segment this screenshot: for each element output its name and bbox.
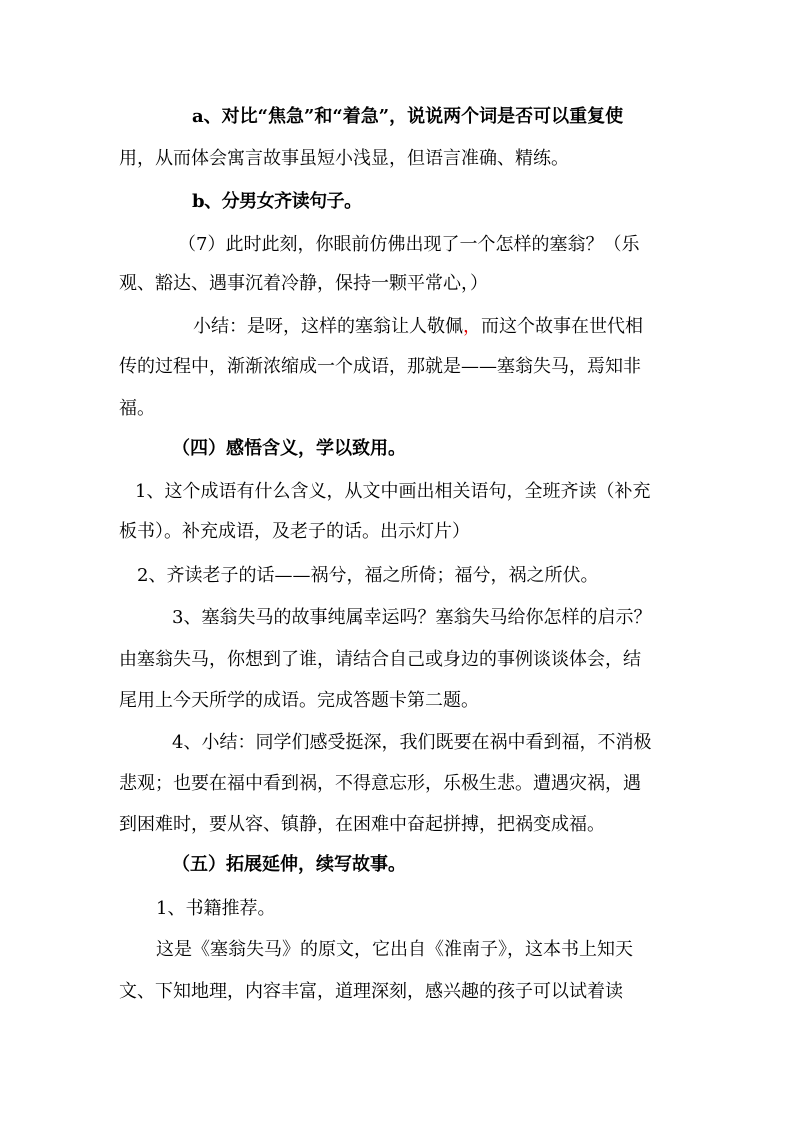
text-line: 悲观；也要在福中看到祸，不得意忘形，乐极生悲。遭遇灾祸，遇 — [119, 773, 641, 794]
text-line: 福。 — [119, 398, 155, 419]
text-line: （7）此时此刻，你眼前仿佛出现了一个怎样的塞翁？（乐 — [178, 234, 640, 255]
text-segment: 小结：是呀，这样的塞翁让人敬佩 — [193, 316, 463, 337]
red-comma: ， — [463, 316, 481, 337]
text-line: 观、豁达、遇事沉着冷静，保持一颗平常心，） — [119, 273, 488, 294]
text-line: 由塞翁失马，你想到了谁，请结合自己或身边的事例谈谈体会，结 — [119, 649, 641, 670]
text-line: 4、小结：同学们感受挺深，我们既要在祸中看到福，不消极 — [172, 732, 652, 753]
text-line: 尾用上今天所学的成语。完成答题卡第二题。 — [119, 690, 479, 711]
text-line: 板书）。补充成语，及老子的话。出示灯片） — [119, 521, 470, 542]
text-line: 2、齐读老子的话——祸兮，福之所倚；福兮，祸之所伏。 — [137, 565, 599, 586]
text-line: 到困难时，要从容、镇静，在困难中奋起拼搏，把祸变成福。 — [119, 814, 605, 835]
section-heading: （五）拓展延伸，续写故事。 — [172, 854, 406, 875]
text-line: 用，从而体会寓言故事虽短小浅显，但语言准确、精练。 — [119, 148, 569, 169]
text-line: 1、这个成语有什么含义，从文中画出相关语句，全班齐读（补充 — [135, 481, 651, 502]
text-line: 这是《塞翁失马》的原文，它出自《淮南子》，这本书上知天 — [156, 939, 633, 960]
text-line: b、分男女齐读句子。 — [192, 191, 362, 212]
text-line: 1、书籍推荐。 — [156, 898, 276, 919]
text-line: a、对比“焦急”和“着急”，说说两个词是否可以重复使 — [192, 106, 624, 127]
text-line: 文、下知地理，内容丰富，道理深刻，感兴趣的孩子可以试着读 — [119, 981, 623, 1002]
text-line-summary — [193, 315, 673, 339]
text-segment: 而这个故事在世代相 — [481, 316, 643, 337]
text-line: 3、塞翁失马的故事纯属幸运吗？塞翁失马给你怎样的启示？ — [172, 607, 652, 628]
section-heading: （四）感悟含义，学以致用。 — [172, 438, 406, 459]
text-line: 传的过程中，渐渐浓缩成一个成语，那就是——塞翁失马，焉知非 — [119, 356, 641, 377]
